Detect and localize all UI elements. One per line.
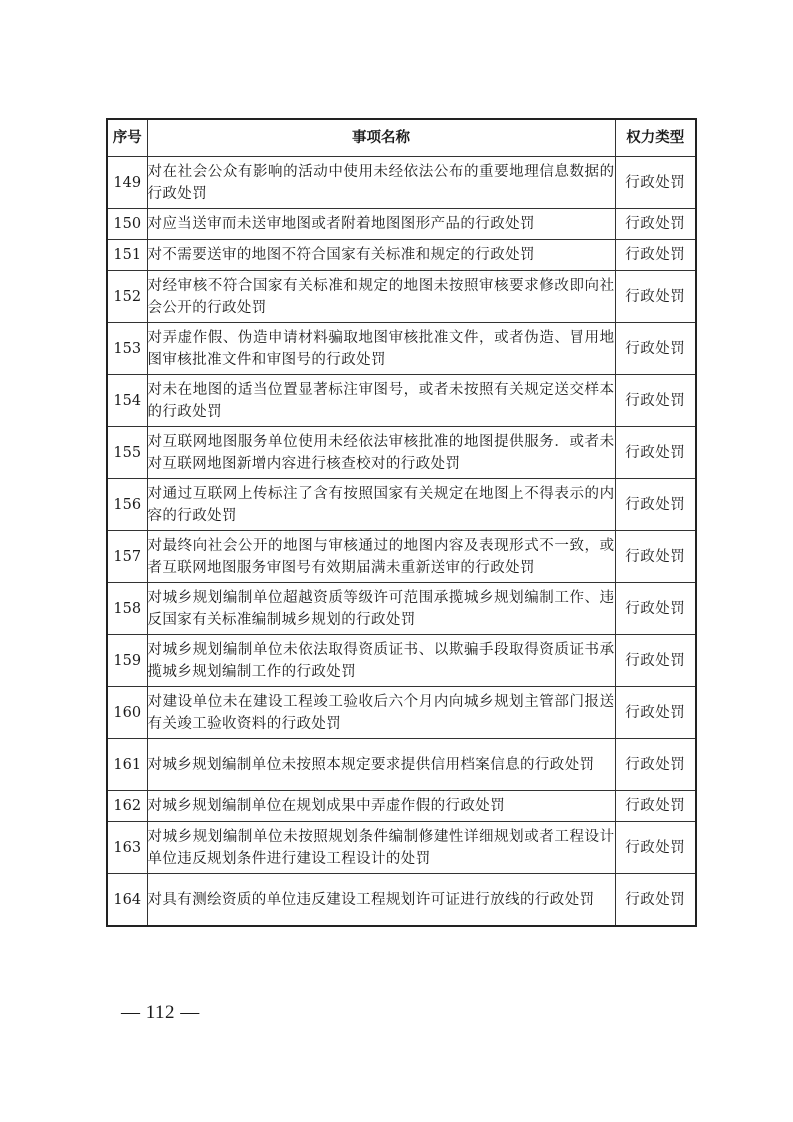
row-number: 159 — [107, 635, 147, 687]
row-number: 150 — [107, 209, 147, 240]
row-item-name: 对经审核不符合国家有关标准和规定的地图未按照审核要求修改即向社会公开的行政处罚 — [147, 271, 615, 323]
table-row — [107, 375, 696, 427]
row-number: 162 — [107, 791, 147, 822]
row-item-name: 对应当送审而未送审地图或者附着地图图形产品的行政处罚 — [147, 209, 615, 240]
row-number: 164 — [107, 874, 147, 927]
row-item-name: 对弄虚作假、伪造申请材料骗取地图审核批准文件，或者伪造、冒用地图审核批准文件和审图号的行政处罚 — [147, 323, 615, 375]
row-number: 151 — [107, 240, 147, 271]
row-item-name: 对不需要送审的地图不符合国家有关标准和规定的行政处罚 — [147, 240, 615, 271]
row-number: 152 — [107, 271, 147, 323]
header-name: 事项名称 — [147, 119, 615, 157]
table-row — [107, 323, 696, 375]
row-item-name: 对通过互联网上传标注了含有按照国家有关规定在地图上不得表示的内容的行政处罚 — [147, 479, 615, 531]
row-item-name: 对城乡规划编制单位未按照规划条件编制修建性详细规划或者工程设计单位违反规划条件进行建设工程设计的处罚 — [147, 822, 615, 874]
table-row — [107, 479, 696, 531]
row-power-type: 行政处罚 — [615, 874, 696, 927]
row-number: 158 — [107, 583, 147, 635]
row-power-type: 行政处罚 — [615, 791, 696, 822]
table-row — [107, 240, 696, 271]
row-item-name: 对城乡规划编制单位未按照本规定要求提供信用档案信息的行政处罚 — [147, 739, 615, 791]
row-number: 149 — [107, 157, 147, 209]
table-row — [107, 531, 696, 583]
row-number: 163 — [107, 822, 147, 874]
row-power-type: 行政处罚 — [615, 739, 696, 791]
row-number: 160 — [107, 687, 147, 739]
table-row — [107, 874, 696, 927]
row-power-type: 行政处罚 — [615, 427, 696, 479]
row-item-name: 对建设单位未在建设工程竣工验收后六个月内向城乡规划主管部门报送有关竣工验收资料的行政处罚 — [147, 687, 615, 739]
table-row — [107, 209, 696, 240]
page-number: — 112 — — [121, 1002, 200, 1023]
row-number: 155 — [107, 427, 147, 479]
row-power-type: 行政处罚 — [615, 687, 696, 739]
row-power-type: 行政处罚 — [615, 240, 696, 271]
row-item-name: 对城乡规划编制单位未依法取得资质证书、以欺骗手段取得资质证书承揽城乡规划编制工作的行政处罚 — [147, 635, 615, 687]
row-power-type: 行政处罚 — [615, 583, 696, 635]
row-power-type: 行政处罚 — [615, 157, 696, 209]
row-item-name: 对城乡规划编制单位在规划成果中弄虚作假的行政处罚 — [147, 791, 615, 822]
row-power-type: 行政处罚 — [615, 271, 696, 323]
table-row — [107, 739, 696, 791]
row-item-name: 对具有测绘资质的单位违反建设工程规划许可证进行放线的行政处罚 — [147, 874, 615, 927]
row-item-name: 对在社会公众有影响的活动中使用未经依法公布的重要地理信息数据的行政处罚 — [147, 157, 615, 209]
row-power-type: 行政处罚 — [615, 635, 696, 687]
row-power-type: 行政处罚 — [615, 323, 696, 375]
document-table-container — [106, 118, 695, 927]
items-table — [106, 118, 697, 927]
row-number: 161 — [107, 739, 147, 791]
row-power-type: 行政处罚 — [615, 375, 696, 427]
row-item-name: 对互联网地图服务单位使用未经依法审核批准的地图提供服务．或者未对互联网地图新增内容进行核查校对的行政处罚 — [147, 427, 615, 479]
row-number: 153 — [107, 323, 147, 375]
row-power-type: 行政处罚 — [615, 531, 696, 583]
table-row — [107, 583, 696, 635]
row-item-name: 对未在地图的适当位置显著标注审图号，或者未按照有关规定送交样本的行政处罚 — [147, 375, 615, 427]
table-header-row — [107, 119, 696, 157]
table-row — [107, 687, 696, 739]
header-number: 序号 — [107, 119, 147, 157]
table-row — [107, 635, 696, 687]
row-power-type: 行政处罚 — [615, 479, 696, 531]
row-power-type: 行政处罚 — [615, 822, 696, 874]
header-type: 权力类型 — [615, 119, 696, 157]
row-item-name: 对城乡规划编制单位超越资质等级许可范围承揽城乡规划编制工作、违反国家有关标准编制城乡规划的行政处罚 — [147, 583, 615, 635]
row-item-name: 对最终向社会公开的地图与审核通过的地图内容及表现形式不一致，或者互联网地图服务审图号有效期届满未重新送审的行政处罚 — [147, 531, 615, 583]
row-number: 154 — [107, 375, 147, 427]
table-row — [107, 157, 696, 209]
row-number: 156 — [107, 479, 147, 531]
table-row — [107, 271, 696, 323]
table-row — [107, 822, 696, 874]
table-row — [107, 791, 696, 822]
table-row — [107, 427, 696, 479]
row-power-type: 行政处罚 — [615, 209, 696, 240]
row-number: 157 — [107, 531, 147, 583]
